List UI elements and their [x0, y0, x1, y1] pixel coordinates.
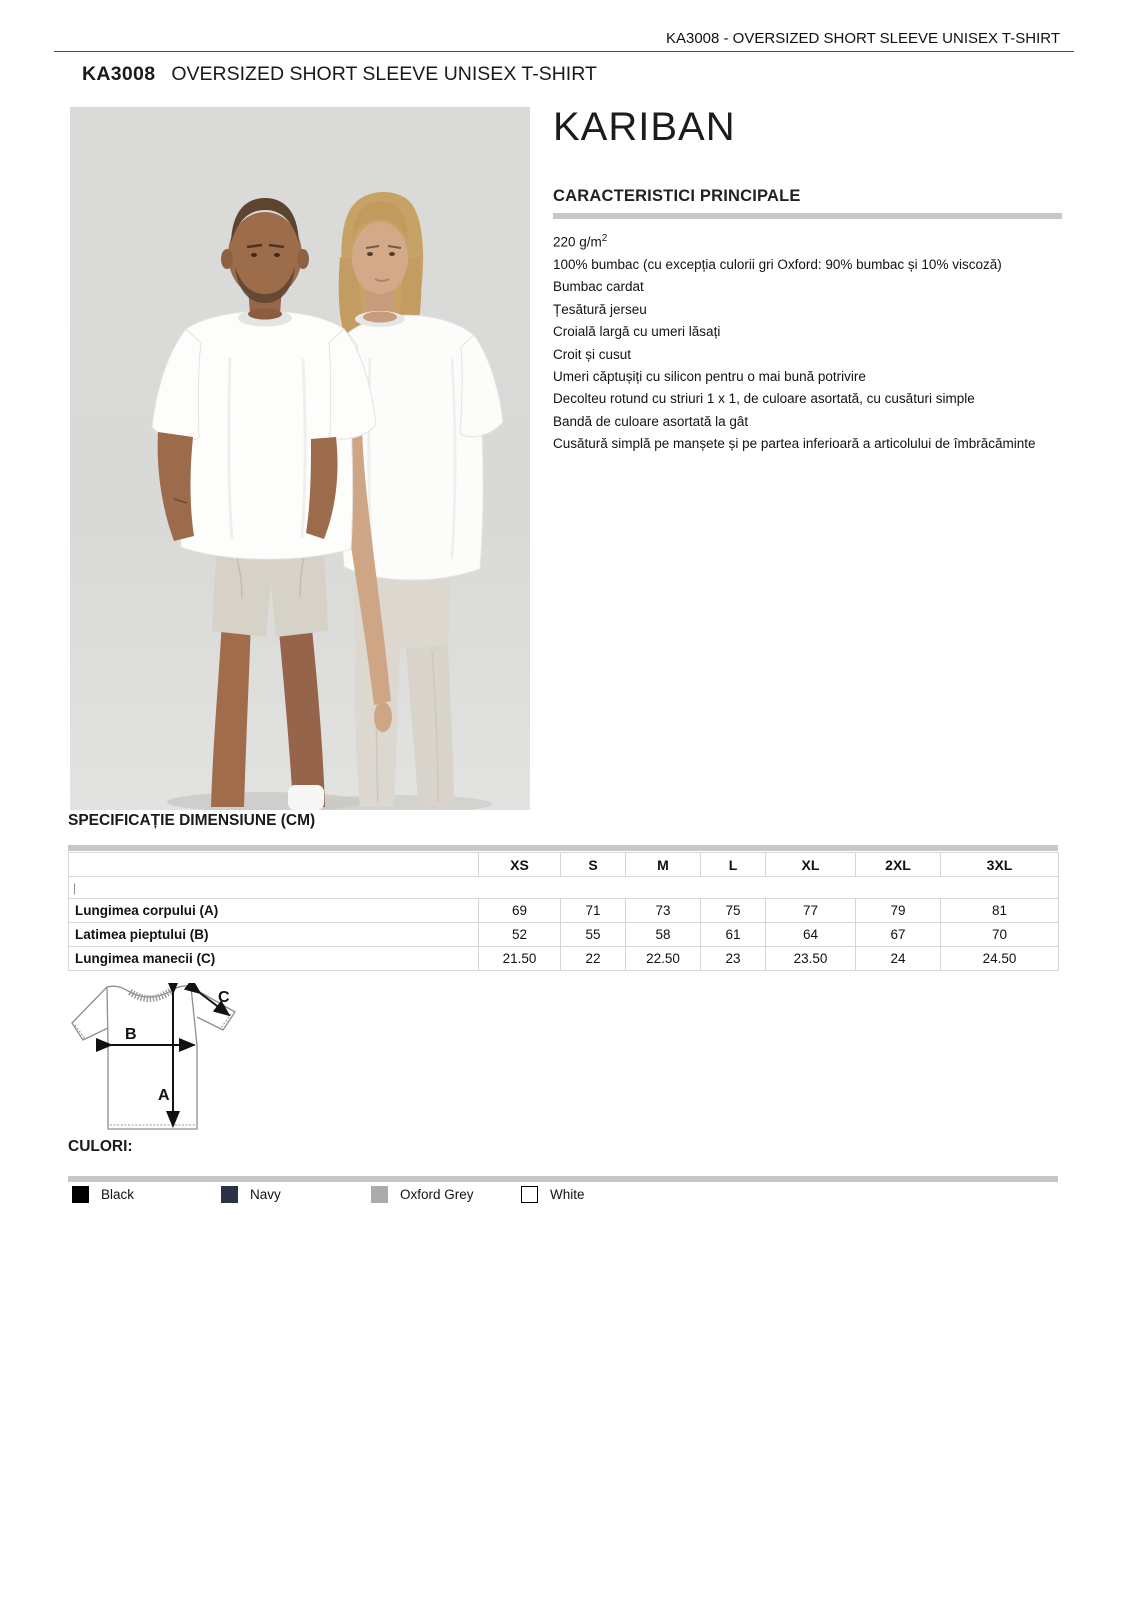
color-option: [371, 1186, 474, 1203]
color-name: Navy: [250, 1187, 281, 1202]
table-row: [69, 923, 1059, 947]
size-cell: 75: [701, 899, 766, 923]
tshirt-measurement-diagram: [70, 983, 242, 1135]
characteristic-item: Croit și cusut: [553, 346, 632, 362]
size-column-header: S: [561, 853, 626, 877]
size-cell: 70: [941, 923, 1059, 947]
table-row: [69, 947, 1059, 971]
product-name: OVERSIZED SHORT SLEEVE UNISEX T-SHIRT: [171, 63, 597, 85]
size-cell: 71: [561, 899, 626, 923]
size-column-header: M: [626, 853, 701, 877]
label-c: C: [218, 989, 230, 1006]
product-photo: [70, 107, 530, 810]
color-name: Black: [101, 1187, 135, 1202]
characteristic-item: Umeri căptușiți cu silicon pentru o mai bună potrivire: [553, 368, 866, 384]
size-cell: 23: [701, 947, 766, 971]
color-swatch-white: [521, 1186, 538, 1203]
size-table-header-row: [69, 853, 1059, 877]
characteristic-item: Bumbac cardat: [553, 279, 644, 295]
product-info-column: [553, 107, 1062, 456]
tshirt-outline: [72, 986, 235, 1129]
size-column-header: XS: [479, 853, 561, 877]
size-spec-divider: [68, 845, 1058, 851]
characteristic-item: 100% bumbac (cu excepția culorii gri Oxford: 90% bumbac și 10% viscoză): [553, 256, 1002, 272]
size-column-header: L: [701, 853, 766, 877]
product-photo-illustration: [70, 107, 530, 810]
characteristic-item: Cusătură simplă pe manșete și pe partea inferioară a articolului de îmbrăcăminte: [553, 436, 1036, 452]
size-cell: 69: [479, 899, 561, 923]
size-cell: 23.50: [766, 947, 856, 971]
characteristics-list: [553, 254, 1062, 456]
size-column-header: 3XL: [941, 853, 1059, 877]
size-column-header: XL: [766, 853, 856, 877]
color-swatch-navy: [221, 1186, 238, 1203]
size-cell: 24: [856, 947, 941, 971]
size-cell: 24.50: [941, 947, 1059, 971]
fabric-weight-value: 220 g/m: [553, 234, 602, 250]
size-cell: 77: [766, 899, 856, 923]
size-cell: 22: [561, 947, 626, 971]
size-cell: 55: [561, 923, 626, 947]
colors-heading: CULORI:: [68, 1138, 133, 1155]
size-cell: 58: [626, 923, 701, 947]
product-code: KA3008: [82, 63, 156, 85]
document-header-title: KA3008 - OVERSIZED SHORT SLEEVE UNISEX T-SHIRT: [665, 30, 1060, 47]
measure-label: Latimea pieptului (B): [69, 923, 479, 947]
header-rule: [54, 51, 1074, 52]
size-cell: 67: [856, 923, 941, 947]
size-spec-heading: SPECIFICAȚIE DIMENSIUNE (CM): [68, 812, 316, 829]
color-swatch-row: [72, 1186, 1062, 1210]
page-title: [82, 63, 597, 86]
color-option: [521, 1186, 585, 1203]
measure-label: Lungimea corpului (A): [69, 899, 479, 923]
size-cell: 79: [856, 899, 941, 923]
characteristic-item: Decolteu rotund cu striuri 1 x 1, de culoare asortată, cu cusături simple: [553, 391, 975, 407]
color-name: Oxford Grey: [400, 1187, 474, 1202]
size-cell: 22.50: [626, 947, 701, 971]
color-swatch-black: [72, 1186, 89, 1203]
size-cell: 64: [766, 923, 856, 947]
color-name: White: [550, 1187, 585, 1202]
placeholder-cell: |: [69, 877, 1059, 899]
characteristic-item: Țesătură jerseu: [553, 301, 647, 317]
size-column-header: 2XL: [856, 853, 941, 877]
size-cell: 73: [626, 899, 701, 923]
size-table-corner-cell: [69, 853, 479, 877]
table-row: [69, 899, 1059, 923]
characteristic-item: Croială largă cu umeri lăsați: [553, 324, 721, 340]
brand-logo: KARIBAN: [553, 105, 736, 149]
size-cell: 81: [941, 899, 1059, 923]
tshirt-diagram-svg: [70, 983, 242, 1135]
label-a: A: [158, 1087, 170, 1104]
size-table: [68, 852, 1059, 971]
label-b: B: [125, 1026, 137, 1043]
size-cell: 21.50: [479, 947, 561, 971]
size-cell: 52: [479, 923, 561, 947]
table-placeholder-row: [69, 877, 1059, 899]
fabric-weight-superscript: 2: [601, 233, 608, 244]
characteristics-divider: [553, 213, 1062, 219]
colors-divider: [68, 1176, 1058, 1182]
fabric-weight: [553, 228, 1062, 254]
measure-label: Lungimea manecii (C): [69, 947, 479, 971]
size-cell: 61: [701, 923, 766, 947]
color-option: [221, 1186, 281, 1203]
color-swatch-oxford-grey: [371, 1186, 388, 1203]
characteristics-heading: CARACTERISTICI PRINCIPALE: [553, 187, 801, 205]
characteristic-item: Bandă de culoare asortată la gât: [553, 413, 749, 429]
color-option: [72, 1186, 134, 1203]
